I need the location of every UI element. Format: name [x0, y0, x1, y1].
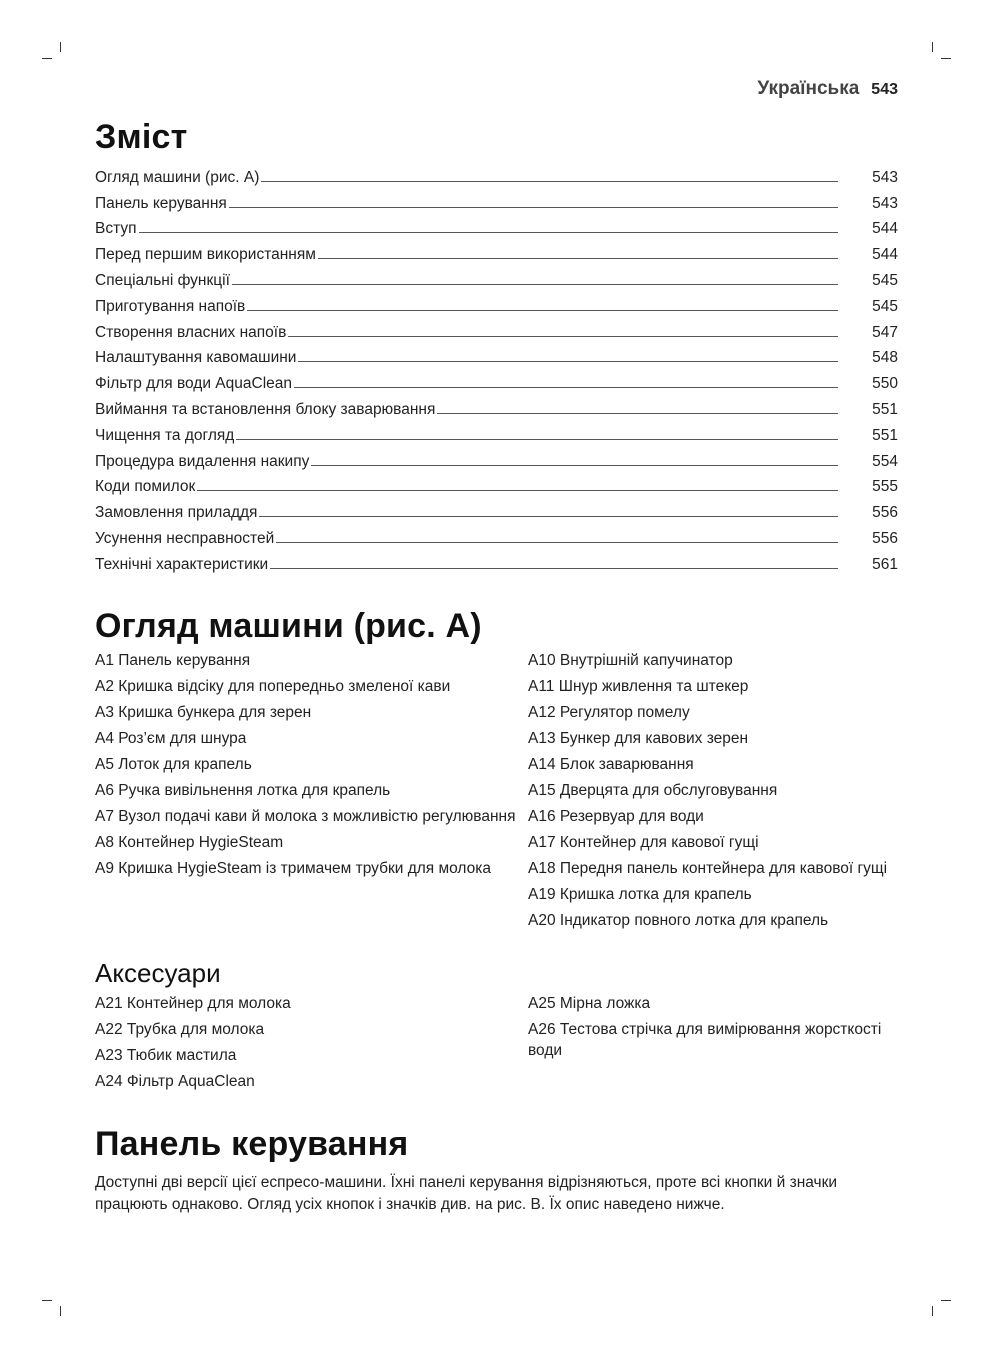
toc-entry-label: Процедура видалення накипу: [95, 452, 310, 470]
toc-entry[interactable]: [95, 367, 898, 393]
table-of-contents: [95, 161, 898, 574]
toc-entry-page: 554: [872, 452, 898, 470]
crop-mark: [42, 58, 52, 59]
toc-leader-line: [236, 439, 838, 440]
toc-title: Зміст: [95, 118, 188, 156]
list-item: A6 Ручка вивільнення лотка для крапель: [95, 781, 391, 799]
list-item: A9 Кришка HygieSteam із тримачем трубки для молока: [95, 859, 492, 877]
toc-entry-label: Перед першим використанням: [95, 246, 316, 264]
list-item: A24 Фільтр AquaClean: [95, 1072, 255, 1090]
toc-entry-page: 544: [872, 246, 898, 264]
list-item: A8 Контейнер HygieSteam: [95, 833, 284, 851]
list-item: A20 Індикатор повного лотка для крапель: [528, 911, 829, 929]
toc-entry[interactable]: [95, 161, 898, 187]
header-language: Українська: [757, 78, 860, 99]
toc-entry-page: 548: [872, 349, 898, 367]
toc-leader-line: [294, 387, 838, 388]
toc-entry-label: Спеціальні функції: [95, 271, 230, 289]
list-item: A12 Регулятор помелу: [528, 703, 690, 721]
overview-left-column: [95, 650, 528, 936]
toc-entry-label: Усунення несправностей: [95, 529, 275, 547]
toc-leader-line: [197, 490, 838, 491]
page-header: [757, 78, 898, 100]
toc-leader-line: [288, 336, 838, 337]
toc-entry-page: 544: [872, 220, 898, 238]
list-item: A2 Кришка відсіку для попередньо змеленої кави: [95, 677, 451, 695]
toc-entry-page: 555: [872, 478, 898, 496]
toc-leader-line: [232, 284, 838, 285]
toc-entry[interactable]: [95, 213, 898, 239]
control-panel-title: Панель керування: [95, 1124, 409, 1163]
toc-leader-line: [247, 310, 838, 311]
toc-entry[interactable]: [95, 445, 898, 471]
list-item: A19 Кришка лотка для крапель: [528, 885, 752, 903]
list-item: A16 Резервуар для води: [528, 807, 704, 825]
crop-mark: [60, 42, 61, 52]
list-item: A7 Вузол подачі кави й молока з можливістю регулювання: [95, 807, 516, 825]
toc-entry-page: 550: [872, 375, 898, 393]
list-item: A4 Роз’єм для шнура: [95, 729, 247, 747]
toc-leader-line: [276, 542, 838, 543]
toc-leader-line: [261, 181, 838, 182]
toc-entry-page: 561: [872, 555, 898, 573]
toc-entry-page: 551: [872, 426, 898, 444]
toc-entry-page: 556: [872, 529, 898, 547]
overview-title: Огляд машини (рис. A): [95, 606, 482, 645]
crop-mark: [42, 1300, 52, 1301]
toc-leader-line: [437, 413, 838, 414]
list-item: A23 Тюбик мастила: [95, 1046, 237, 1064]
list-item: A14 Блок заварювання: [528, 755, 694, 773]
overview-columns: [95, 650, 898, 936]
list-item: A25 Мірна ложка: [528, 994, 651, 1012]
toc-leader-line: [139, 232, 838, 233]
toc-entry[interactable]: [95, 316, 898, 342]
toc-entry-page: 547: [872, 323, 898, 341]
toc-entry-label: Вступ: [95, 220, 137, 238]
control-panel-text: Доступні дві версії цієї еспресо-машини. Їхні панелі керування відрізняються, проте всі кнопки й значки працюють однаково. Огляд усіх кнопок і значків див. на рис. B. Їх опис наведено нижче.: [95, 1173, 838, 1214]
header-page-number: 543: [871, 81, 898, 98]
list-item: A18 Передня панель контейнера для кавової гущі: [528, 859, 888, 877]
toc-entry-label: Коди помилок: [95, 478, 196, 496]
toc-entry[interactable]: [95, 264, 898, 290]
toc-entry[interactable]: [95, 471, 898, 497]
toc-entry-label: Приготування напоїв: [95, 297, 246, 315]
toc-entry[interactable]: [95, 290, 898, 316]
toc-entry[interactable]: [95, 342, 898, 368]
toc-leader-line: [311, 465, 838, 466]
toc-leader-line: [259, 516, 838, 517]
toc-entry-page: 545: [872, 271, 898, 289]
toc-entry-page: 543: [872, 194, 898, 212]
toc-entry[interactable]: [95, 548, 898, 574]
crop-mark: [941, 58, 951, 59]
toc-entry-label: Налаштування кавомашини: [95, 349, 297, 367]
toc-entry[interactable]: [95, 393, 898, 419]
toc-entry-label: Панель керування: [95, 194, 227, 212]
accessories-right-column: [528, 993, 898, 1097]
accessories-left-column: [95, 993, 528, 1097]
crop-mark: [932, 42, 933, 52]
crop-mark: [60, 1306, 61, 1316]
toc-entry-page: 556: [872, 504, 898, 522]
toc-entry[interactable]: [95, 238, 898, 264]
toc-entry-label: Технічні характеристики: [95, 555, 269, 573]
list-item: A13 Бункер для кавових зерен: [528, 729, 749, 747]
toc-entry-page: 543: [872, 168, 898, 186]
toc-entry[interactable]: [95, 187, 898, 213]
crop-mark: [941, 1300, 951, 1301]
toc-entry-label: Виймання та встановлення блоку заварювання: [95, 400, 436, 418]
list-item: A17 Контейнер для кавової гущі: [528, 833, 759, 851]
toc-entry[interactable]: [95, 522, 898, 548]
list-item: A3 Кришка бункера для зерен: [95, 703, 312, 721]
list-item: A1 Панель керування: [95, 651, 251, 669]
overview-right-column: [528, 650, 898, 936]
list-item: A11 Шнур живлення та штекер: [528, 677, 749, 695]
list-item: A10 Внутрішній капучинатор: [528, 651, 733, 669]
accessories-title: Аксесуари: [95, 957, 221, 988]
list-item: A22 Трубка для молока: [95, 1020, 265, 1038]
page-content: [95, 118, 898, 1217]
toc-leader-line: [318, 258, 838, 259]
toc-entry[interactable]: [95, 419, 898, 445]
crop-mark: [932, 1306, 933, 1316]
toc-entry-page: 545: [872, 297, 898, 315]
list-item: A26 Тестова стрічка для вимірювання жорсткості води: [528, 1020, 882, 1060]
list-item: A15 Дверцята для обслуговування: [528, 781, 778, 799]
toc-entry-label: Замовлення приладдя: [95, 504, 258, 522]
accessories-columns: [95, 993, 898, 1097]
toc-entry[interactable]: [95, 496, 898, 522]
toc-entry-label: Огляд машини (рис. A): [95, 168, 260, 186]
toc-entry-page: 551: [872, 400, 898, 418]
toc-entry-label: Фільтр для води AquaClean: [95, 375, 292, 393]
toc-leader-line: [270, 568, 838, 569]
toc-leader-line: [298, 361, 838, 362]
list-item: A5 Лоток для крапель: [95, 755, 252, 773]
toc-entry-label: Створення власних напоїв: [95, 323, 287, 341]
toc-leader-line: [229, 207, 838, 208]
list-item: A21 Контейнер для молока: [95, 994, 291, 1012]
toc-entry-label: Чищення та догляд: [95, 426, 235, 444]
